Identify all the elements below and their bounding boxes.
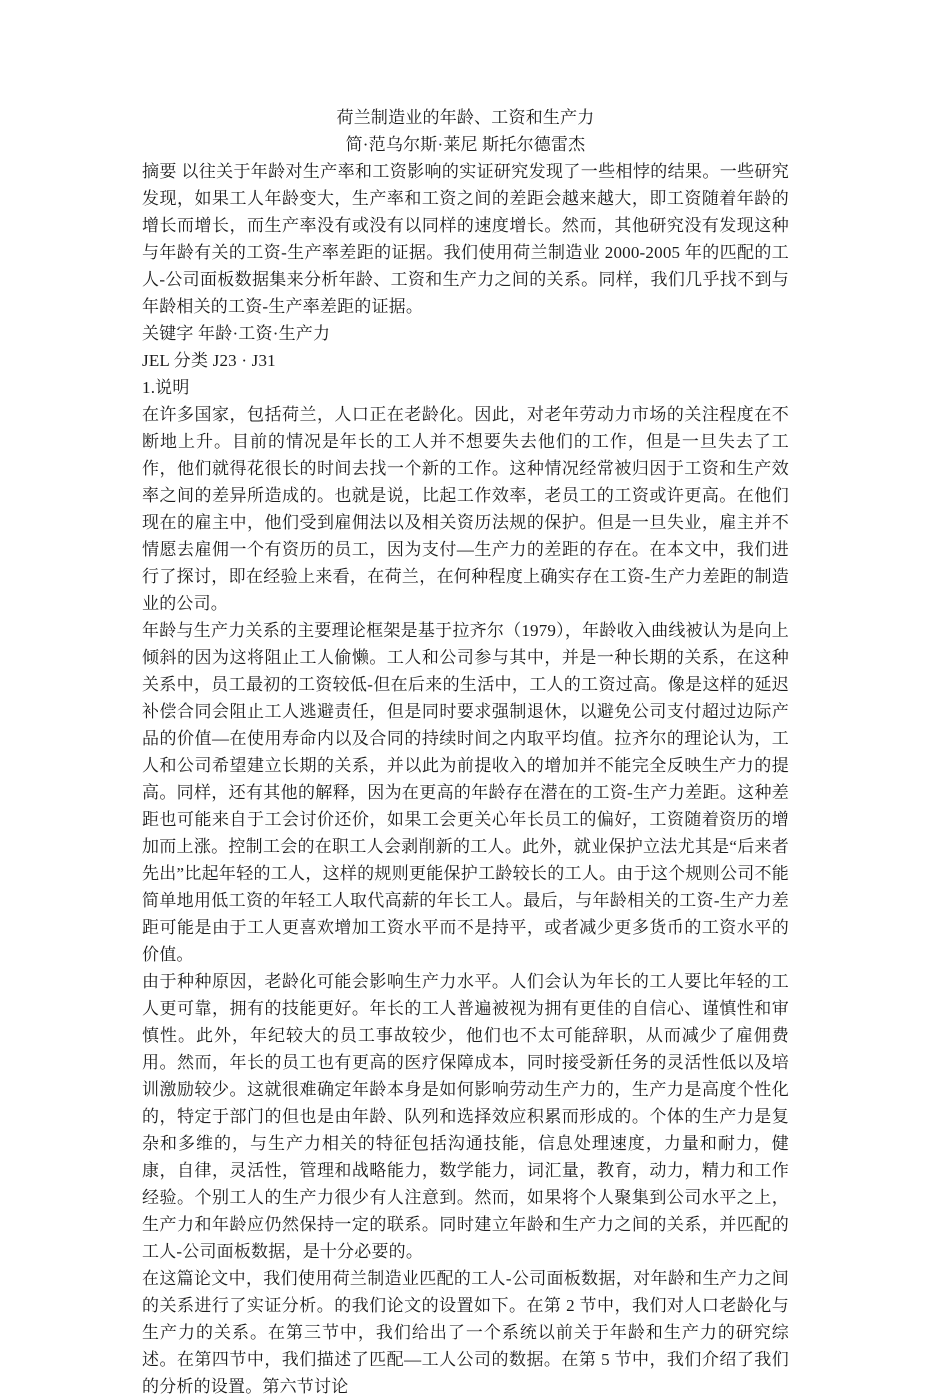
abstract-paragraph: 摘要 以往关于年龄对生产率和工资影响的实证研究发现了一些相悖的结果。一些研究发现，如果工人年龄变大，生产率和工资之间的差距会越来越大，即工资随着年龄的增长而增长，而生产率没有或没有以同样的速度增长。然而，其他研究没有发现这种与年龄有关的工资-生产率差距的证据。我们使用荷兰制造业 2000-2005 年的匹配的工人-公司面板数据集来分析年龄、工资和生产力之间的关系。同样，我们几乎找不到与年龄相关的工资-生产率差距的证据。 bbox=[142, 162, 789, 316]
author-line: 简·范乌尔斯·莱尼 斯托尔德雷杰 bbox=[345, 135, 586, 154]
page-title: 荷兰制造业的年龄、工资和生产力 bbox=[336, 108, 595, 127]
body-paragraph: 由于种种原因，老龄化可能会影响生产力水平。人们会认为年长的工人要比年轻的工人更可靠，拥有的技能更好。年长的工人普遍被视为拥有更佳的自信心、谨慎性和审慎性。此外，年纪较大的员工事故较少，他们也不太可能辞职，从而减少了雇佣费用。然而，年长的员工也有更高的医疗保障成本，同时接受新任务的灵活性低以及培训激励较少。这就很难确定年龄本身是如何影响劳动生产力的，生产力是高度个性化的，特定于部门的但也是由年龄、队列和选择效应积累而形成的。个体的生产力是复杂和多维的，与生产力相关的特征包括沟通技能，信息处理速度，力量和耐力，健康，自律，灵活性，管理和战略能力，数学能力，词汇量，教育，动力，精力和工作经验。个别工人的生产力很少有人注意到。然而，如果将个人聚集到公司水平之上，生产力和年龄应仍然保持一定的联系。同时建立年龄和生产力之间的关系，并匹配的工人-公司面板数据，是十分必要的。 bbox=[142, 972, 789, 1261]
section-heading: 1.说明 bbox=[142, 378, 190, 397]
jel-classification-line: JEL 分类 J23 · J31 bbox=[142, 351, 276, 370]
body-paragraph: 年龄与生产力关系的主要理论框架是基于拉齐尔（1979），年龄收入曲线被认为是向上倾斜的因为这将阻止工人偷懒。工人和公司参与其中，并是一种长期的关系，在这种关系中，员工最初的工资较低-但在后来的生活中，工人的工资过高。像是这样的延迟补偿合同会阻止工人逃避责任，但是同时要求强制退休，以避免公司支付超过边际产品的价值—在使用寿命内以及合同的持续时间之内取平均值。拉齐尔的理论认为，工人和公司希望建立长期的关系，并以此为前提收入的增加并不能完全反映生产力的提高。同样，还有其他的解释，因为在更高的年龄存在潜在的工资-生产力差距。这种差距也可能来自于工会讨价还价，如果工会更关心年长员工的偏好，工资随着资历的增加而上涨。控制工会的在职工人会剥削新的工人。此外，就业保护立法尤其是“后来者先出”比起年轻的工人，这样的规则更能保护工龄较长的工人。由于这个规则公司不能简单地用低工资的年轻工人取代高薪的年长工人。最后，与年龄相关的工资-生产力差距可能是由于工人更喜欢增加工资水平而不是持平，或者减少更多货币的工资水平的价值。 bbox=[142, 621, 789, 964]
keywords-line: 关键字 年龄·工资·生产力 bbox=[142, 324, 331, 343]
body-paragraph: 在许多国家，包括荷兰，人口正在老龄化。因此，对老年劳动力市场的关注程度在不断地上升。目前的情况是年长的工人并不想要失去他们的工作，但是一旦失去了工作，他们就得花很长的时间去找一个新的工作。这种情况经常被归因于工资和生产效率之间的差异所造成的。也就是说，比起工作效率，老员工的工资或许更高。在他们现在的雇主中，他们受到雇佣法以及相关资历法规的保护。但是一旦失业，雇主并不情愿去雇佣一个有资历的员工，因为支付—生产力的差距的存在。在本文中，我们进行了探讨，即在经验上来看，在荷兰，在何种程度上确实存在工资-生产力差距的制造业的公司。 bbox=[142, 405, 789, 613]
body-paragraph: 在这篇论文中，我们使用荷兰制造业匹配的工人-公司面板数据，对年龄和生产力之间的关系进行了实证分析。的我们论文的设置如下。在第 2 节中，我们对人口老龄化与生产力的关系。在第三节中，我们给出了一个系统以前关于年龄和生产力的研究综述。在第四节中，我们描述了匹配—工人公司的数据。在第 5 节中，我们介绍了我们的分析的设置。第六节讨论 bbox=[142, 1269, 789, 1396]
